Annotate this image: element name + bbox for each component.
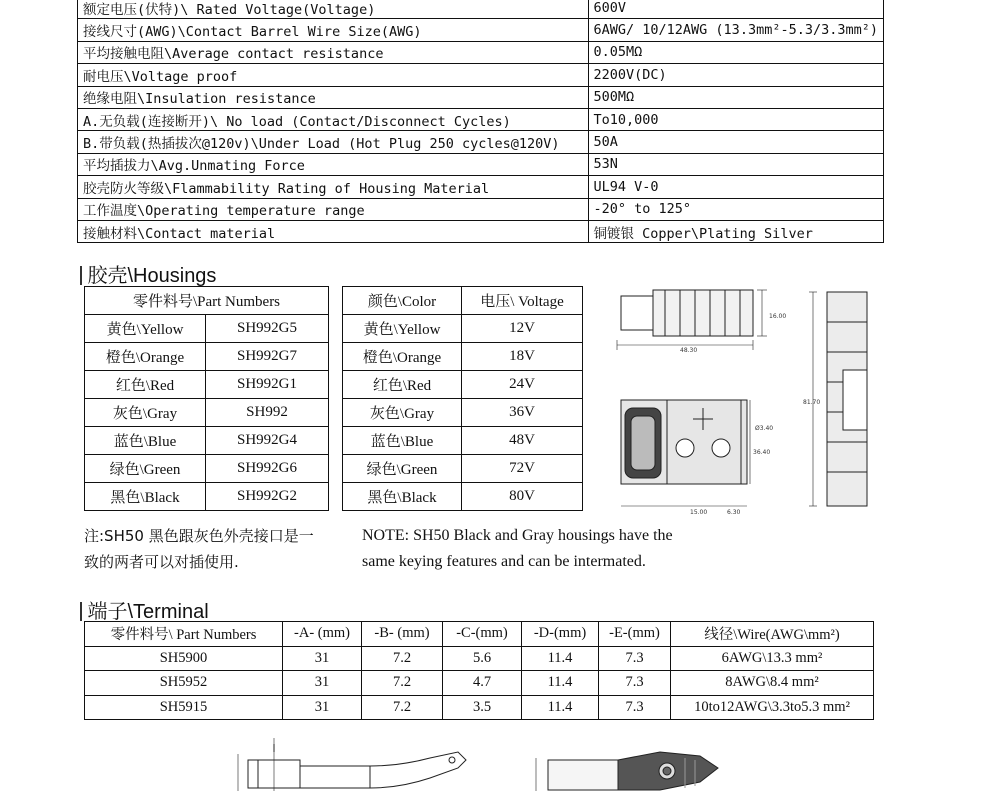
terminal-cell: 7.2 <box>362 695 443 720</box>
terminal-cell: 7.3 <box>599 695 671 720</box>
spec-value: 6AWG/ 10/12AWG (13.3mm²-5.3/3.3mm²) <box>588 19 883 41</box>
note-cn-line2: 致的两者可以对插使用. <box>84 553 239 571</box>
table-row <box>343 371 583 399</box>
spec-label: 平均接触电阻\Average contact resistance <box>78 41 589 63</box>
dim-hole: Ø3.40 <box>755 425 774 432</box>
part-cell: SH992G4 <box>206 427 329 455</box>
dim-front-w2: 6.30 <box>727 509 741 516</box>
spec-label: 接线尺寸(AWG)\Contact Barrel Wire Size(AWG) <box>78 19 589 41</box>
spec-row-contact-material <box>78 220 884 242</box>
note-cn <box>84 523 314 575</box>
voltage-cell: 48V <box>462 427 583 455</box>
spec-table <box>77 0 884 243</box>
terminal-cell: 8AWG\8.4 mm² <box>671 671 874 696</box>
spec-label: 接触材料\Contact material <box>78 220 589 242</box>
terminal-cell: 6AWG\13.3 mm² <box>671 646 874 671</box>
table-row <box>85 427 329 455</box>
spec-row-flammability <box>78 176 884 198</box>
housing-front-view <box>621 400 750 506</box>
dim-side-length: 48.30 <box>680 347 698 354</box>
spec-row-wire-size <box>78 19 884 41</box>
spec-row-voltage-proof <box>78 64 884 86</box>
color-cell: 红色\Red <box>343 371 462 399</box>
spec-value: 50A <box>588 131 883 153</box>
table-row <box>85 646 874 671</box>
table-row <box>343 455 583 483</box>
table-row <box>85 455 329 483</box>
spec-row-rated-voltage <box>78 0 884 19</box>
table-row <box>343 427 583 455</box>
color-cell: 黑色\Black <box>343 483 462 511</box>
terminal-cell: 31 <box>283 646 362 671</box>
spec-value: 600V <box>588 0 883 19</box>
housing-parts-table <box>84 286 329 511</box>
table-row <box>85 483 329 511</box>
spec-row-no-load <box>78 108 884 130</box>
spec-label: B.带负载(热插拔次@120v)\Under Load (Hot Plug 250 cycles@120V) <box>78 131 589 153</box>
dim-total-height: 81.70 <box>803 399 821 406</box>
spec-value: 500MΩ <box>588 86 883 108</box>
color-cell: 灰色\Gray <box>85 399 206 427</box>
table-row <box>85 315 329 343</box>
terminal-header-b: -B- (mm) <box>362 622 443 647</box>
voltage-header: 电压\ Voltage <box>462 287 583 315</box>
table-row <box>85 671 874 696</box>
terminal-cell: SH5915 <box>85 695 283 720</box>
color-cell: 蓝色\Blue <box>343 427 462 455</box>
voltage-cell: 18V <box>462 343 583 371</box>
spec-value: UL94 V-0 <box>588 176 883 198</box>
color-cell: 绿色\Green <box>343 455 462 483</box>
terminal-cell: 3.5 <box>443 695 522 720</box>
dim-front-w1: 15.00 <box>690 509 708 516</box>
note-en-line1: NOTE: SH50 Black and Gray housings have the <box>362 527 673 544</box>
part-cell: SH992G1 <box>206 371 329 399</box>
terminal-cell: 7.3 <box>599 646 671 671</box>
terminal-header-e: -E-(mm) <box>599 622 671 647</box>
color-cell: 黄色\Yellow <box>85 315 206 343</box>
part-cell: SH992G5 <box>206 315 329 343</box>
spec-row-temperature <box>78 198 884 220</box>
color-header: 颜色\Color <box>343 287 462 315</box>
voltage-cell: 72V <box>462 455 583 483</box>
terminal-cell: 7.3 <box>599 671 671 696</box>
spec-row-under-load <box>78 131 884 153</box>
terminal-cell: 5.6 <box>443 646 522 671</box>
spec-value: 2200V(DC) <box>588 64 883 86</box>
table-row <box>343 483 583 511</box>
terminal-drawing <box>230 738 730 791</box>
spec-value: 0.05MΩ <box>588 41 883 63</box>
table-row <box>343 399 583 427</box>
part-cell: SH992G6 <box>206 455 329 483</box>
terminal-cell: 11.4 <box>522 695 599 720</box>
section-bar <box>80 266 82 285</box>
terminal-cell: 11.4 <box>522 671 599 696</box>
spec-label: 耐电压\Voltage proof <box>78 64 589 86</box>
section-bar <box>80 602 82 621</box>
terminal-side-view <box>238 738 466 791</box>
spec-row-unmating-force <box>78 153 884 175</box>
spec-label: 工作温度\Operating temperature range <box>78 198 589 220</box>
spec-label: 胶壳防火等级\Flammability Rating of Housing Material <box>78 176 589 198</box>
part-cell: SH992G7 <box>206 343 329 371</box>
terminal-cell: 10to12AWG\3.3to5.3 mm² <box>671 695 874 720</box>
terminal-header-a: -A- (mm) <box>283 622 362 647</box>
terminal-cell: 11.4 <box>522 646 599 671</box>
note-en-line2: same keying features and can be intermated. <box>362 553 646 570</box>
terminal-table <box>84 621 874 720</box>
color-cell: 绿色\Green <box>85 455 206 483</box>
table-row <box>85 399 329 427</box>
spec-label: 绝缘电阻\Insulation resistance <box>78 86 589 108</box>
housing-voltage-table <box>342 286 583 511</box>
dim-front-height: 36.40 <box>753 449 771 456</box>
spec-value: To10,000 <box>588 108 883 130</box>
part-cell: SH992G2 <box>206 483 329 511</box>
note-en <box>362 523 673 575</box>
table-row <box>343 343 583 371</box>
terminal-cell: 4.7 <box>443 671 522 696</box>
terminal-header-wire: 线径\Wire(AWG\mm²) <box>671 622 874 647</box>
terminal-cell: 7.2 <box>362 646 443 671</box>
color-cell: 黄色\Yellow <box>343 315 462 343</box>
terminal-title-text: 端子\Terminal <box>87 601 209 623</box>
table-row <box>343 315 583 343</box>
terminal-header-part: 零件料号\ Part Numbers <box>85 622 283 647</box>
terminal-cell: SH5952 <box>85 671 283 696</box>
dim-side-height: 16.00 <box>769 313 787 320</box>
terminal-cell: 7.2 <box>362 671 443 696</box>
table-row <box>85 343 329 371</box>
terminal-header-c: -C-(mm) <box>443 622 522 647</box>
terminal-top-view <box>536 752 718 791</box>
voltage-cell: 24V <box>462 371 583 399</box>
terminal-cell: 31 <box>283 671 362 696</box>
color-cell: 蓝色\Blue <box>85 427 206 455</box>
table-row <box>85 695 874 720</box>
spec-label: 额定电压(伏特)\ Rated Voltage(Voltage) <box>78 0 589 19</box>
housing-drawing <box>595 282 895 522</box>
table-row <box>85 371 329 399</box>
part-cell: SH992 <box>206 399 329 427</box>
voltage-cell: 12V <box>462 315 583 343</box>
color-cell: 橙色\Orange <box>343 343 462 371</box>
spec-label: A.无负载(连接断开)\ No load (Contact/Disconnect Cycles) <box>78 108 589 130</box>
color-cell: 黑色\Black <box>85 483 206 511</box>
housings-title-text: 胶壳\Housings <box>87 265 217 287</box>
spec-value: 53N <box>588 153 883 175</box>
terminal-cell: 31 <box>283 695 362 720</box>
color-cell: 橙色\Orange <box>85 343 206 371</box>
color-cell: 红色\Red <box>85 371 206 399</box>
housing-side-view <box>617 290 767 350</box>
color-cell: 灰色\Gray <box>343 399 462 427</box>
part-numbers-header: 零件料号\Part Numbers <box>85 287 329 315</box>
spec-row-contact-resistance <box>78 41 884 63</box>
note-cn-line1: 注:SH50 黑色跟灰色外壳接口是一 <box>84 527 314 545</box>
spec-value: -20° to 125° <box>588 198 883 220</box>
spec-value: 铜镀银 Copper\Plating Silver <box>588 220 883 242</box>
terminal-section-title <box>80 595 209 624</box>
voltage-cell: 80V <box>462 483 583 511</box>
voltage-cell: 36V <box>462 399 583 427</box>
spec-label: 平均插拔力\Avg.Unmating Force <box>78 153 589 175</box>
spec-row-insulation <box>78 86 884 108</box>
terminal-header-d: -D-(mm) <box>522 622 599 647</box>
terminal-cell: SH5900 <box>85 646 283 671</box>
housings-section-title <box>80 259 216 288</box>
